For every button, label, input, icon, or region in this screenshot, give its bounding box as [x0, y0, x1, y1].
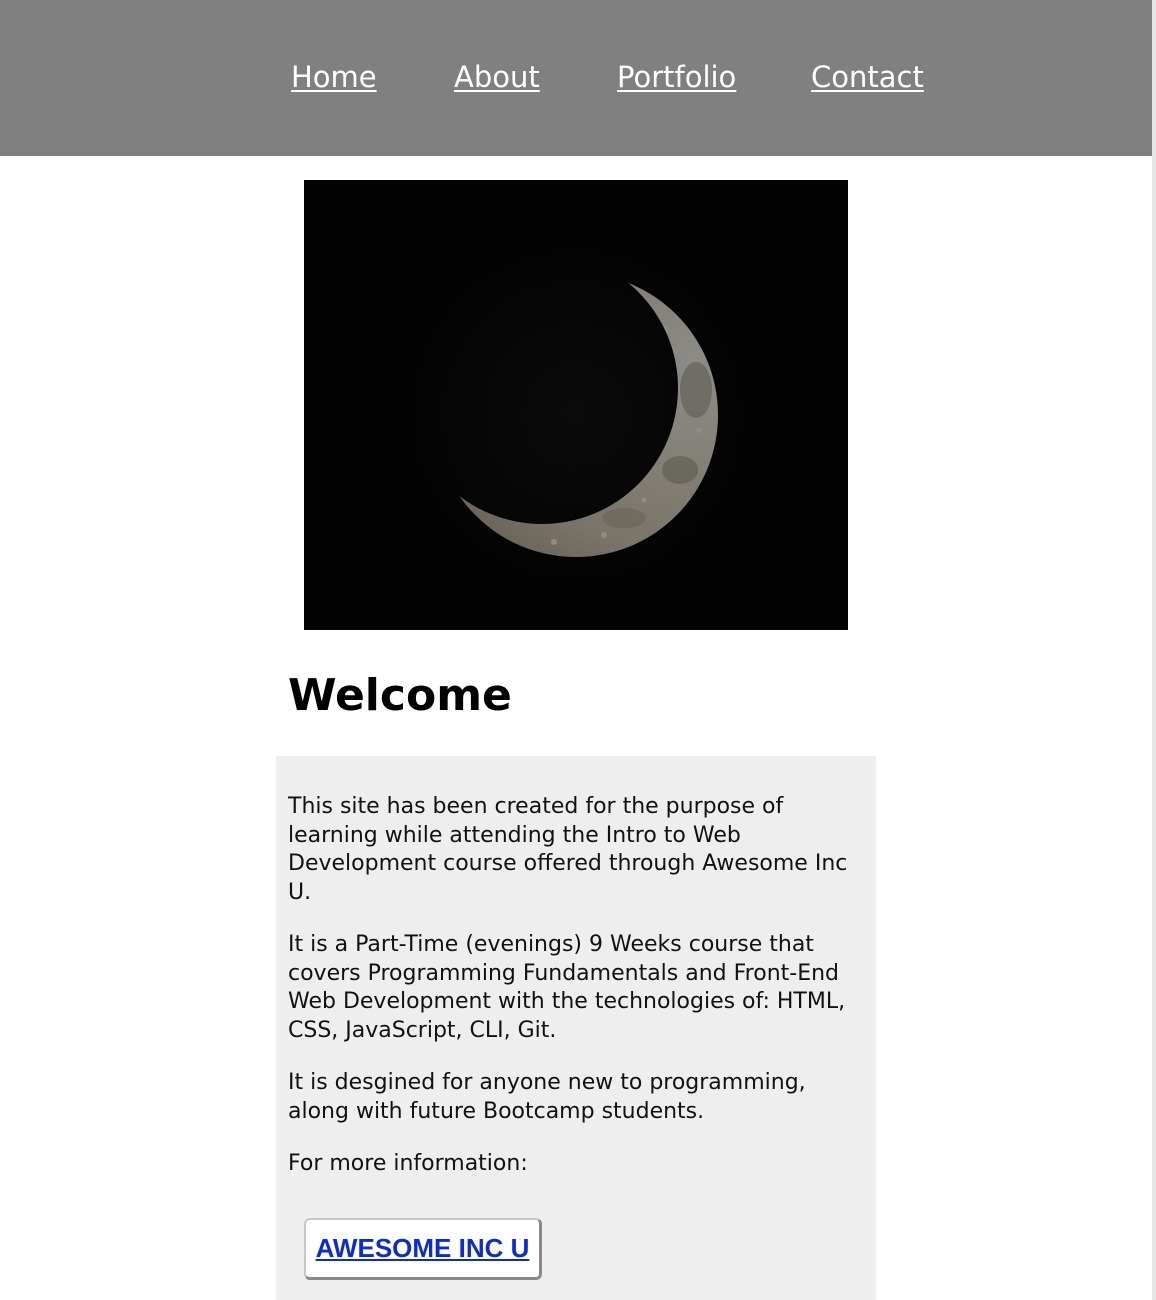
intro-paragraph-1: This site has been created for the purpose of learning while attending the Intro to Web Development course offered through Awesome Inc U. — [288, 794, 848, 905]
page-title: Welcome — [288, 670, 512, 721]
nav-about-link[interactable]: About — [454, 60, 540, 94]
nav-home-link[interactable]: Home — [291, 60, 377, 94]
awesome-inc-u-link[interactable]: AWESOME INC U — [315, 1233, 530, 1263]
awesome-inc-u-button[interactable] — [304, 1218, 542, 1280]
intro-paragraph-3: It is desgined for anyone new to programming, along with future Bootcamp students. — [288, 1070, 806, 1124]
intro-section — [276, 756, 876, 1300]
crescent-moon-illustration — [304, 180, 848, 630]
intro-paragraph-2: It is a Part-Time (evenings) 9 Weeks course that covers Programming Fundamentals and Front-End Web Development with the technologies of: HTML, CSS, JavaScript, CLI, Git. — [288, 932, 846, 1043]
nav-portfolio-link[interactable]: Portfolio — [617, 60, 737, 94]
nav-contact-link[interactable]: Contact — [811, 60, 924, 94]
site-header — [0, 0, 1152, 156]
moon-image — [304, 180, 848, 630]
more-info-label: For more information: — [288, 1151, 528, 1176]
